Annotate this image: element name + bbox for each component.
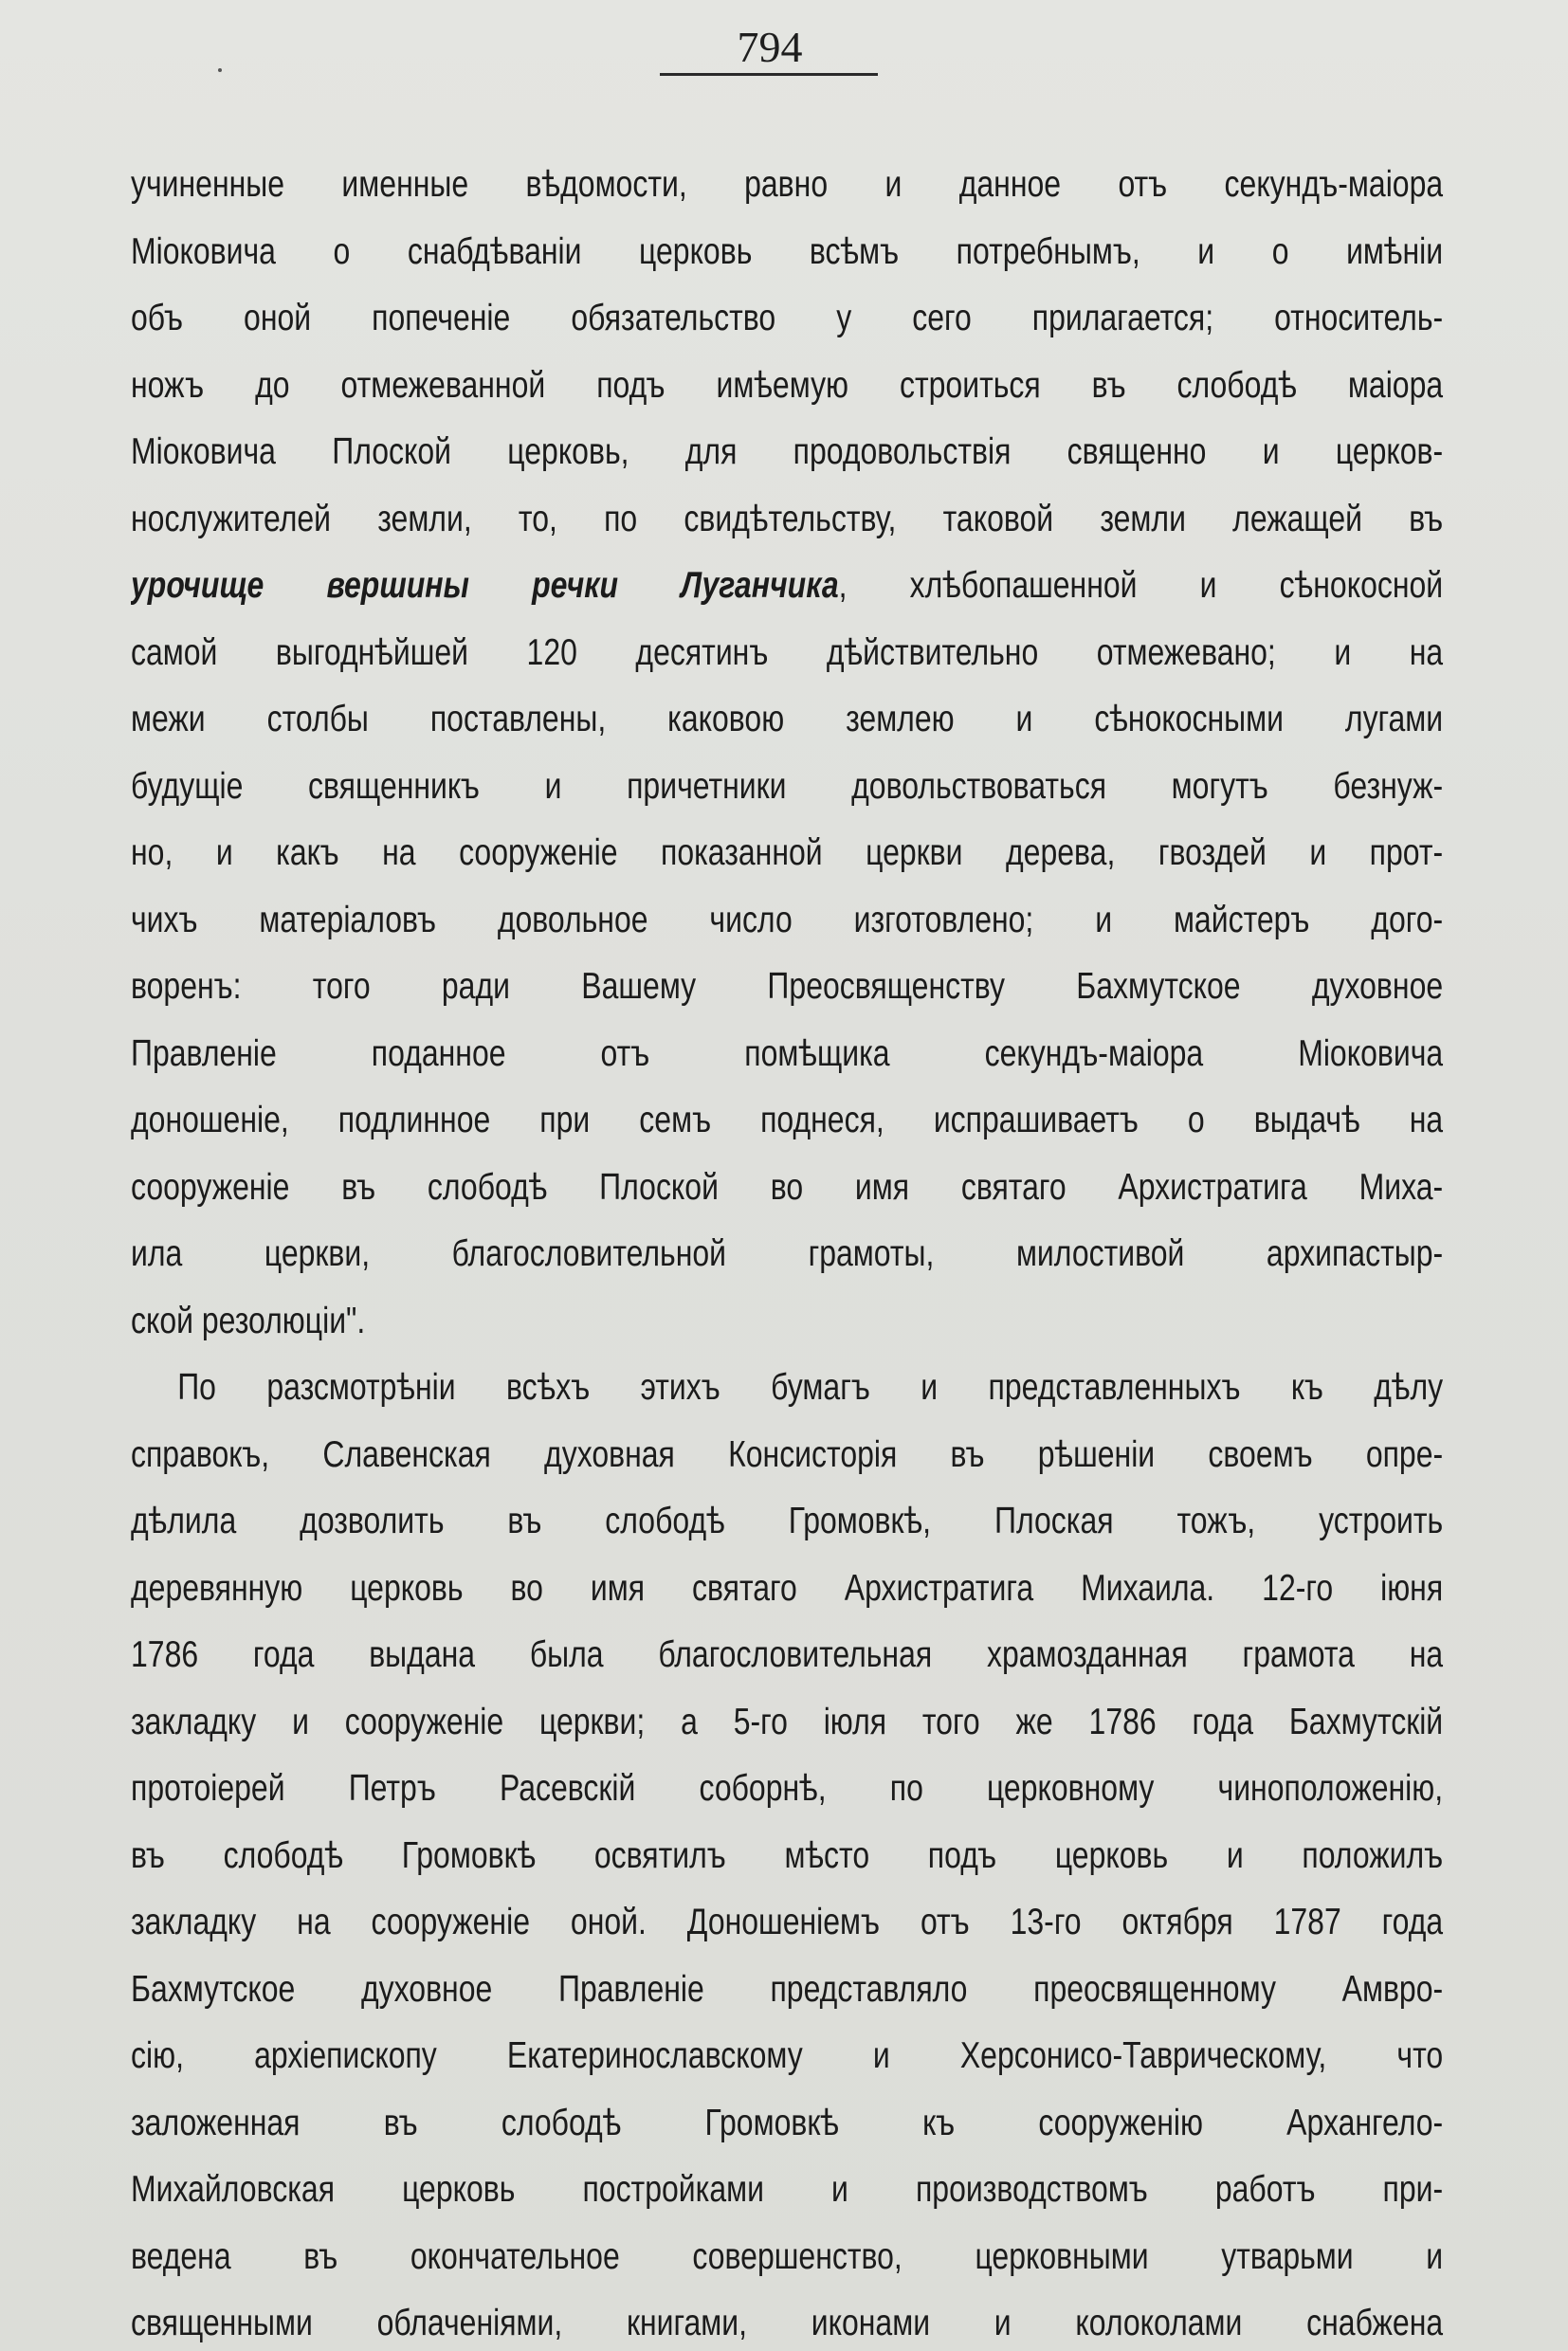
text-line: Міоковича Плоской церковь, для продовольствія священно и церков- — [131, 431, 1444, 472]
emphasized-place-name: урочище вершины речки Луганчика — [131, 565, 839, 606]
text-line: заложенная въ слободѣ Громовкѣ къ сооруженію Архангело- — [131, 2102, 1444, 2143]
text-line: 1786 года выдана была благословительная храмозданная грамота на — [131, 1634, 1444, 1675]
text-line: дѣлила дозволить въ слободѣ Громовкѣ, Плоская тожъ, устроить — [131, 1501, 1444, 1541]
text-line: священными облаченіями, книгами, иконами и колоколами снабжена — [131, 2303, 1444, 2343]
text-line: Михайловская церковь постройками и производствомъ работъ при- — [131, 2169, 1444, 2210]
text-line: ножъ до отмежеванной подъ имѣемую строиться въ слободѣ маіора — [131, 364, 1444, 406]
text-line: ской резолюціи". — [131, 1300, 366, 1341]
text-line: доношеніе, подлинное при семъ поднеся, испрашиваетъ о выдачѣ на — [131, 1100, 1444, 1140]
text-line: нослужителей земли, то, по свидѣтельству, таковой земли лежащей въ — [131, 498, 1444, 539]
text-line: закладку и сооруженіе церкви; а 5-го іюля того же 1786 года Бахмутскій — [131, 1701, 1444, 1742]
text-line: Бахмутское духовное Правленіе представляло преосвященному Амвро- — [131, 1968, 1444, 2010]
text-line: деревянную церковь во имя святаго Архистратига Михаила. 12-го іюня — [131, 1567, 1444, 1609]
text-line: объ оной попеченіе обязательство у сего прилагается; относитель- — [131, 298, 1444, 338]
text-line: Правленіе поданное отъ помѣщика секундъ-маіора Міоковича — [131, 1032, 1444, 1074]
text-line: По разсмотрѣніи всѣхъ этихъ бумагъ и представленныхъ къ дѣлу — [177, 1367, 1444, 1408]
text-line: учиненные именные вѣдомости, равно и данное отъ секундъ-маіора — [131, 164, 1444, 205]
body-text — [131, 152, 1443, 2351]
text-line: ведена въ окончательное совершенство, церковными утварьми и — [131, 2235, 1444, 2277]
text-line: межи столбы поставлены, каковою землею и сѣнокосными лугами — [131, 699, 1444, 739]
text-line: ила церкви, благословительной грамоты, милостивой архипастыр- — [131, 1233, 1444, 1274]
text-line: воренъ: того ради Вашему Преосвященству Бахмутское духовное — [131, 966, 1444, 1007]
text-line: будущіе священникъ и причетники довольствоваться могутъ безнуж- — [131, 765, 1444, 807]
text-line: въ слободѣ Громовкѣ освятилъ мѣсто подъ церковь и положилъ — [131, 1834, 1444, 1876]
page-header — [0, 19, 1568, 76]
text-line: но, и какъ на сооруженіе показанной церкви дерева, гвоздей и прот- — [131, 832, 1444, 873]
text-line: протоіерей Петръ Расевскій соборнѣ, по церковному чиноположенію, — [131, 1768, 1444, 1809]
text-line — [131, 553, 1443, 620]
text-segment: , хлѣбопашенной и сѣнокосной — [838, 565, 1444, 606]
text-line: сооруженіе въ слободѣ Плоской во имя святаго Архистратига Миха- — [131, 1166, 1444, 1208]
text-line: чихъ матеріаловъ довольное число изготовлено; и майстеръ дого- — [131, 899, 1444, 940]
text-line: Міоковича о снабдѣваніи церковь всѣмъ потребнымъ, и о имѣніи — [131, 230, 1444, 272]
text-line: сію, архіепископу Екатеринославскому и Херсонисо-Таврическому, что — [131, 2035, 1444, 2076]
text-line: самой выгоднѣйшей 120 десятинъ дѣйствительно отмежевано; и на — [131, 631, 1444, 673]
page-number: 794 — [737, 23, 803, 71]
header-rule — [660, 73, 878, 76]
text-line: справокъ, Славенская духовная Консисторія въ рѣшеніи своемъ опре- — [131, 1433, 1444, 1475]
text-line: закладку на сооруженіе оной. Доношеніемъ отъ 13-го октября 1787 года — [131, 1902, 1444, 1942]
